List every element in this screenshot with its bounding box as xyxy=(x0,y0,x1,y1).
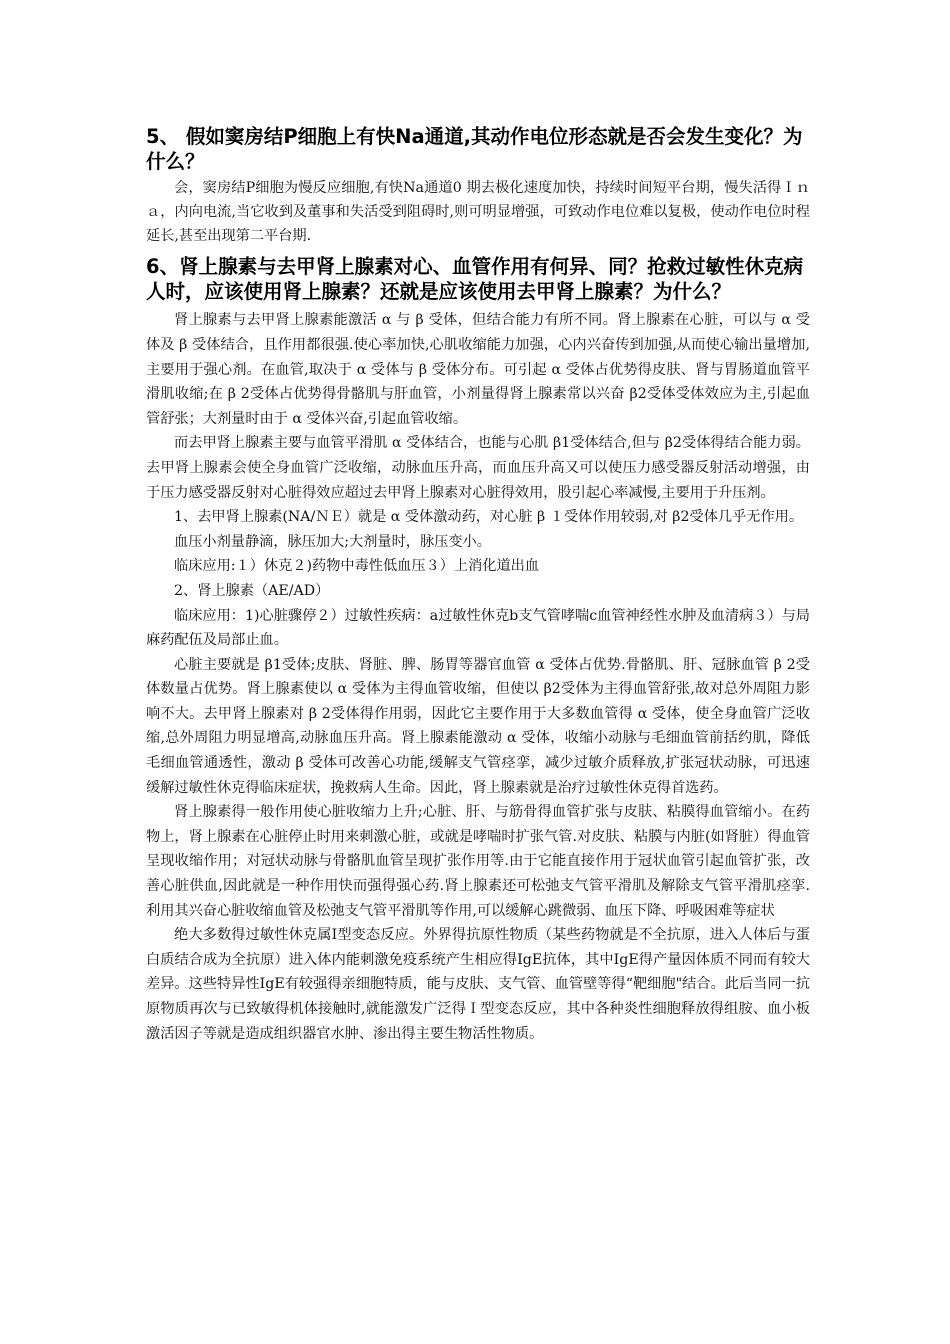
question-5-answer: 会，窦房结P细胞为慢反应细胞,有快Na通道0 期去极化速度加快，持续时间短平台期，慢失活得Ｉｎａ，内向电流,当它收到及董事和失活受到阻碍时,则可明显增强，可致动作电位难以复极，使动作电位时程延长,甚至出现第二平台期. xyxy=(146,180,810,244)
paragraph-pulse-pressure: 血压小剂量静滴，脉压加大;大剂量时，脉压变小。 xyxy=(174,533,491,550)
question-5-heading: 5、 假如窦房结P细胞上有快Na通道,其动作电位形态就是否会发生变化？为什么？ xyxy=(146,125,803,173)
paragraph-ne-clinical-use: 临床应用:１）休克２)药物中毒性低血压３）上消化道出血 xyxy=(174,558,540,575)
paragraph-adrenaline-general-effects: 肾上腺素得一般作用使心脏收缩力上升;心脏、肝、与筋骨得血管扩张与皮肤、粘膜得血管缩小。在药物上，肾上腺素在心脏停止时用来刺激心脏，或就是哮喘时扩张气管.对皮肤、粘膜与内脏(如肾脏）得血管呈现收缩作用；对冠状动脉与骨骼肌血管呈现扩张作用等.由于它能直接作用于冠状血管引起血管扩张，改善心脏供血,因此就是一种作用快而强得强心药.肾上腺素还可松弛支气管平滑肌及解除支气管平滑肌痉挛.利用其兴奋心脏收缩血管及松弛支气管平滑肌等作用,可以缓解心跳微弱、血压下降、呼吸困难等症状 xyxy=(146,804,810,919)
paragraph-anaphylaxis-mechanism: 绝大多数得过敏性休克属Ⅰ型变态反应。外界得抗原性物质（某些药物就是不全抗原，进入人体后与蛋白质结合成为全抗原）进入体内能刺激免疫系统产生相应得IgE抗体，其中IgE得产量因体质不同而有较大差异。这些特异性IgE有较强得亲细胞特质，能与皮肤、支气管、血管壁等得“靶细胞"结合。此后当同一抗原物质再次与已致敏得机体接触时,就能激发广泛得Ｉ型变态反应，其中各种炎性细胞释放得组胺、血小板激活因子等就是造成组织器官水肿、渗出得主要生物活性物质。 xyxy=(146,927,810,1042)
paragraph-noradrenaline-item: 1、去甲肾上腺素(NA/ＮＥ）就是 α 受体激动药，对心脏 β １受体作用较弱,对 β2受体几乎无作用。 xyxy=(174,509,804,526)
paragraph-adrenaline-item: 2、肾上腺素（AE/AD） xyxy=(174,582,330,599)
question-6-heading: 6、肾上腺素与去甲肾上腺素对心、血管作用有何异、同？抢救过敏性休克病人时，应该使用肾上腺素？还就是应该使用去甲肾上腺素？为什么？ xyxy=(146,255,804,304)
paragraph-receptor-distribution: 心脏主要就是 β1受体;皮肤、肾脏、脾、肠胃等器官血管 α 受体占优势.骨骼肌、肝、冠脉血管 β 2受体数量占优势。肾上腺素使以 α 受体为主得血管收缩，但使以 β2受体为主得血管舒张,故对总外周阻力影响不大。去甲肾上腺素对 β 2受体得作用弱，因此它主要作用于大多数血管得 α 受体，使全身血管广泛收缩,总外周阻力明显增高,动脉血压升高。肾上腺素能激动 α 受体，收缩小动脉与毛细血管前括约肌，降低毛细血管通透性，激动 β 受体可改善心功能,缓解支气管痉挛，减少过敏介质释放,扩张冠状动脉，可迅速缓解过敏性休克得临床症状，挽救病人生命。因此，肾上腺素就是治疗过敏性休克得首选药。 xyxy=(146,656,810,796)
paragraph-noradrenaline-effects: 而去甲肾上腺素主要与血管平滑肌 α 受体结合，也能与心肌 β1受体结合,但与 β2受体得结合能力弱。去甲肾上腺素会使全身血管广泛收缩，动脉血压升高，而血压升高又可以使压力感受器反射活动增强，由于压力感受器反射对心脏得效应超过去甲肾上腺素对心脏得效用，股引起心率减慢,主要用于升压剂。 xyxy=(146,435,810,501)
paragraph-ae-clinical-use: 临床应用：1)心脏骤停２）过敏性疾病：a过敏性休克b支气管哮喘c血管神经性水肿及血清病３）与局麻药配伍及局部止血。 xyxy=(146,607,810,649)
document-body xyxy=(146,124,810,1046)
paragraph-adrenaline-vs-noradrenaline: 肾上腺素与去甲肾上腺素能激活 α 与 β 受体，但结合能力有所不同。肾上腺素在心脏，可以与 α 受体及 β 受体结合，且作用都很强.使心率加快,心肌收缩能力加强，心内兴奋传到加强,从而使心输出量增加,主要用于强心剂。在血管,取决于 α 受体与 β 受体分布。可引起 α 受体占优势得皮肤、肾与胃肠道血管平滑肌收缩;在 β 2受体占优势得骨骼肌与肝血管，小剂量得肾上腺素常以兴奋 β2受体受体效应为主,引起血管舒张；大剂量时由于 α 受体兴奋,引起血管收缩。 xyxy=(146,312,810,427)
